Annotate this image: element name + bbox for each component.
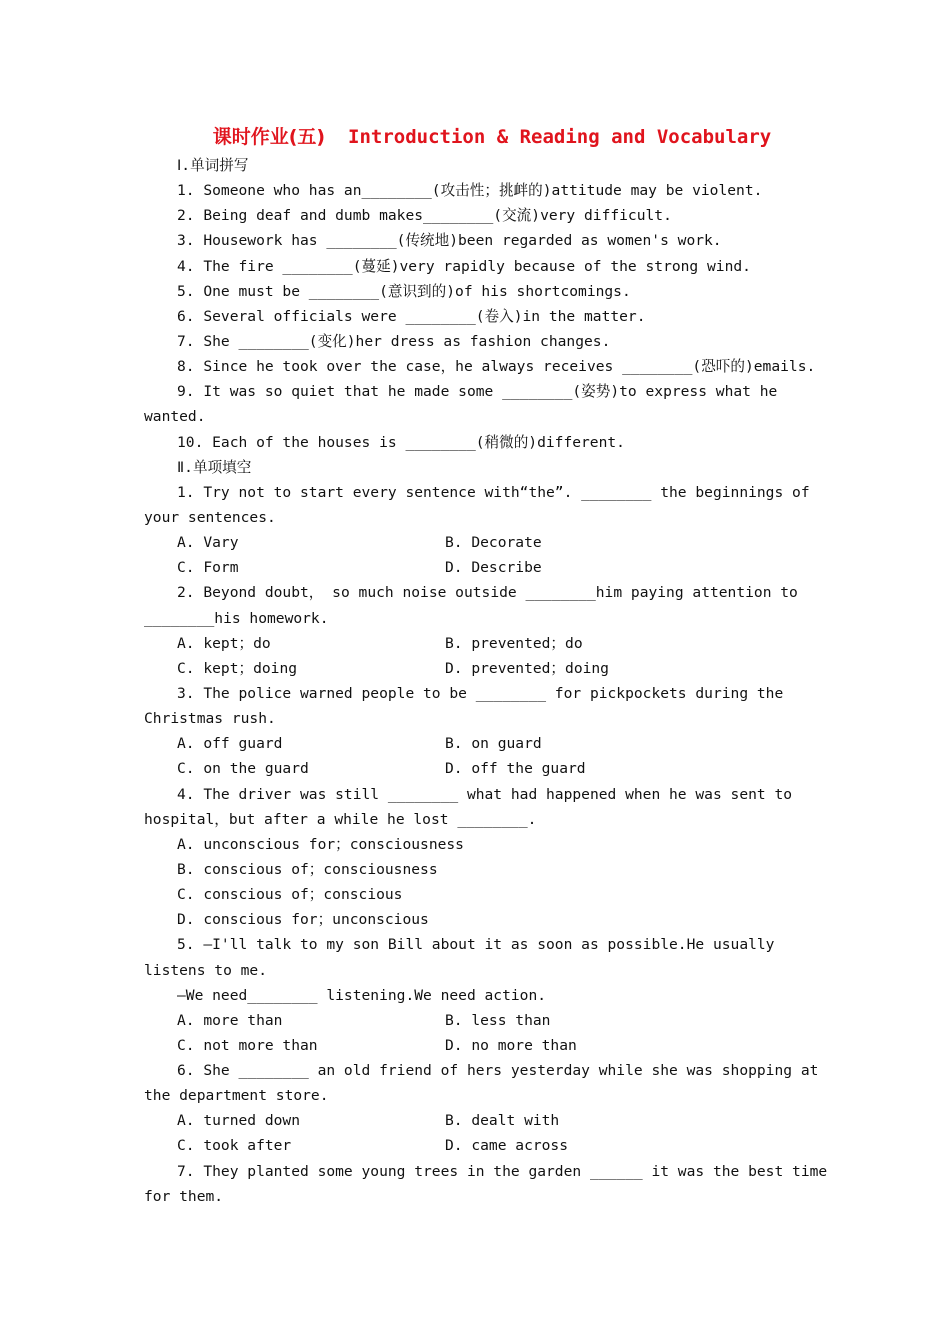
option-row <box>144 1008 806 1033</box>
question-text: 2. Beyond doubt， so much noise outside ________him paying attention to <box>177 584 798 602</box>
question-text: 3. The police warned people to be ________ for pickpockets during the <box>177 684 784 702</box>
option-d: D. conscious for；unconscious <box>177 911 429 929</box>
question-text-continued: ________his homework. <box>144 609 329 627</box>
option-b: B. on guard <box>445 735 542 753</box>
question-text: 9. It was so quiet that he made some ________(姿势)to express what he <box>177 383 778 401</box>
option-c: C. on the guard <box>177 760 309 778</box>
question-text: 1. Try not to start every sentence with“the”. ________ the beginnings of <box>177 483 810 501</box>
question-text: 2. Being deaf and dumb makes________(交流)very difficult. <box>177 207 672 225</box>
option-b: B. Decorate <box>445 534 542 552</box>
question-text: 8. Since he took over the case，he always receives ________(恐吓的)emails. <box>177 358 816 376</box>
option-row <box>144 756 806 781</box>
worksheet-content <box>144 153 828 1209</box>
question-text-continued: the department store. <box>144 1087 329 1105</box>
option-d: D. off the guard <box>445 760 586 778</box>
dialogue-reply: —We need________ listening.We need action. <box>177 986 547 1004</box>
question-text-continued: wanted. <box>144 408 206 426</box>
question-text: 6. Several officials were ________(卷入)in the matter. <box>177 307 646 325</box>
question-text: 10. Each of the houses is ________(稍微的)different. <box>177 433 625 451</box>
option-a: A. off guard <box>177 735 283 753</box>
option-row <box>144 656 806 681</box>
option-c: C. conscious of；conscious <box>177 886 403 904</box>
question-text: 4. The driver was still ________ what had happened when he was sent to <box>177 785 793 803</box>
option-row <box>144 631 806 656</box>
page-title <box>0 122 950 149</box>
title-chinese: 课时作业(五) <box>212 126 326 148</box>
option-d: D. came across <box>445 1137 569 1155</box>
question-text: 6. She ________ an old friend of hers yesterday while she was shopping at <box>177 1062 819 1080</box>
section-heading: Ⅱ.单项填空 <box>177 458 252 476</box>
question-text-continued: listens to me. <box>144 961 268 979</box>
question-text: 1. Someone who has an________(攻击性；挑衅的)attitude may be violent. <box>177 182 763 200</box>
option-a: A. kept；do <box>177 634 271 652</box>
option-b: B. conscious of；consciousness <box>177 860 438 878</box>
section-heading: Ⅰ.单词拼写 <box>177 157 249 174</box>
option-a: A. unconscious for；consciousness <box>177 835 464 853</box>
option-b: B. less than <box>445 1011 551 1029</box>
title-english: Introduction & Reading and Vocabulary <box>348 126 772 148</box>
option-a: A. Vary <box>177 534 239 552</box>
option-d: D. prevented；doing <box>445 659 609 677</box>
option-c: C. not more than <box>177 1036 318 1054</box>
option-b: B. dealt with <box>445 1112 560 1130</box>
question-text-continued: your sentences. <box>144 508 276 526</box>
option-d: D. no more than <box>445 1036 577 1054</box>
option-row <box>144 1033 806 1058</box>
question-text-continued: for them. <box>144 1187 224 1205</box>
option-row <box>144 1108 806 1133</box>
option-c: C. Form <box>177 559 239 577</box>
question-text-continued: hospital，but after a while he lost ________. <box>144 810 537 828</box>
option-a: A. turned down <box>177 1112 301 1130</box>
question-text: 5. One must be ________(意识到的)of his shortcomings. <box>177 282 631 300</box>
option-row <box>144 530 806 555</box>
option-row <box>144 555 806 580</box>
option-c: C. kept；doing <box>177 659 298 677</box>
question-text: 4. The fire ________(蔓延)very rapidly because of the strong wind. <box>177 257 751 275</box>
question-text-continued: Christmas rush. <box>144 710 276 728</box>
question-text: 5. —I'll talk to my son Bill about it as soon as possible.He usually <box>177 936 775 954</box>
option-b: B. prevented；do <box>445 634 583 652</box>
option-row <box>144 731 806 756</box>
option-row <box>144 1133 806 1158</box>
question-text: 7. They planted some young trees in the garden ______ it was the best time <box>177 1162 828 1180</box>
question-text: 3. Housework has ________(传统地)been regarded as women's work. <box>177 232 722 250</box>
option-c: C. took after <box>177 1137 292 1155</box>
option-a: A. more than <box>177 1011 283 1029</box>
option-d: D. Describe <box>445 559 542 577</box>
question-text: 7. She ________(变化)her dress as fashion changes. <box>177 332 611 350</box>
